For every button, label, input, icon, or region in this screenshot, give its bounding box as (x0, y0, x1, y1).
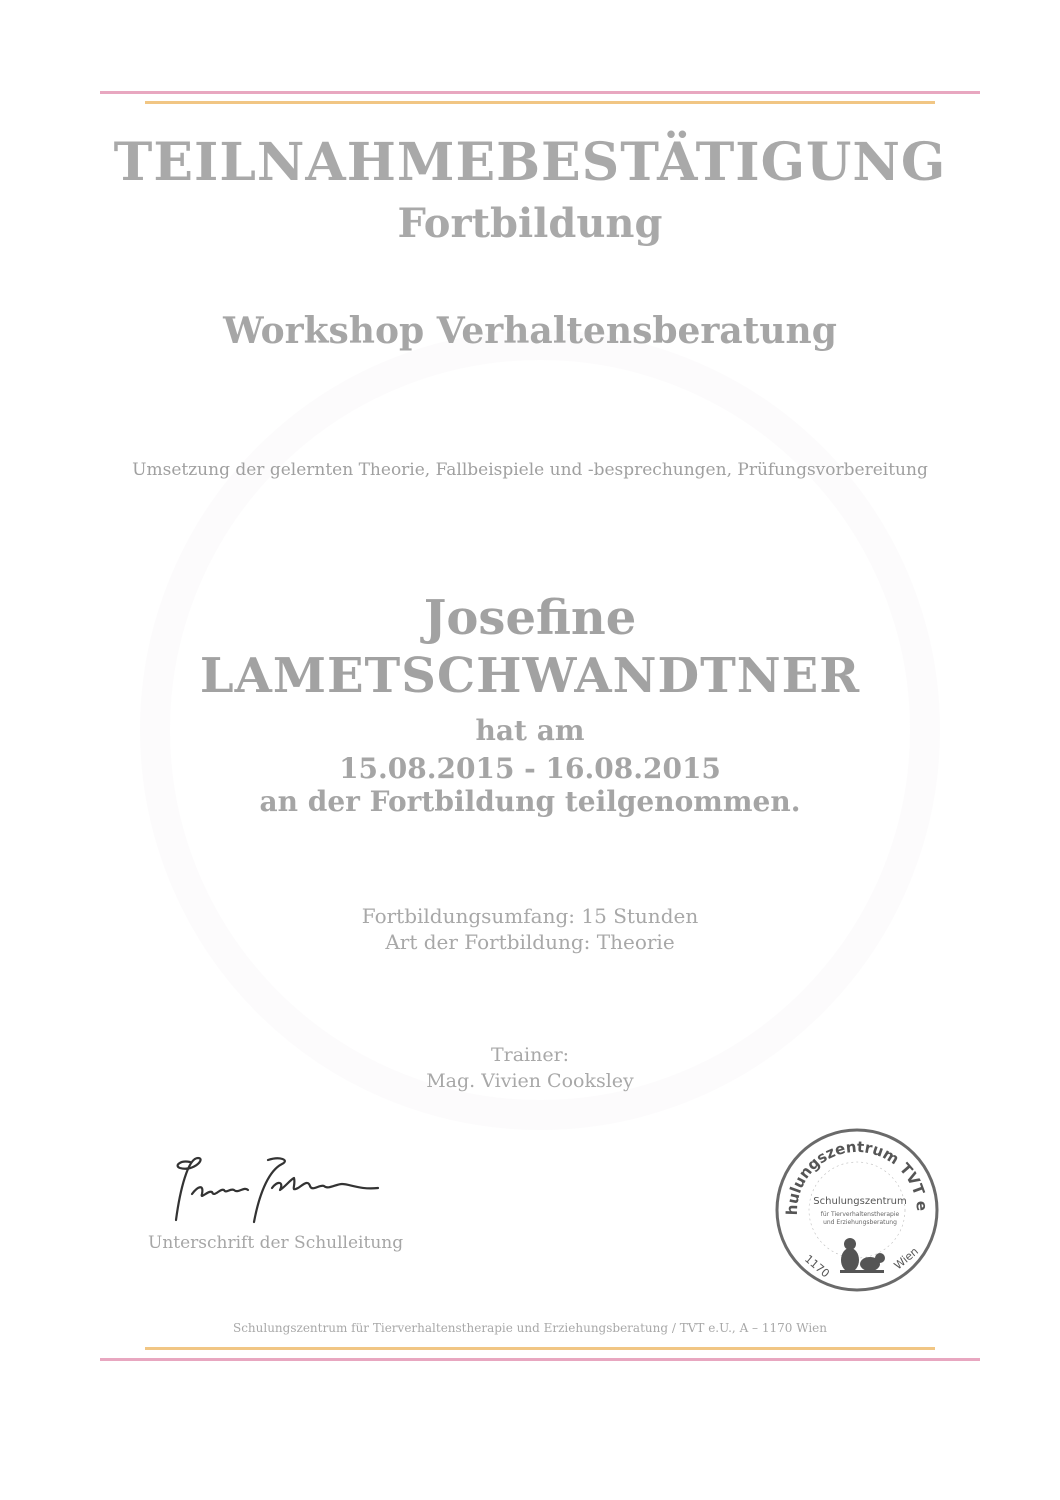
trainer-name: Mag. Vivien Cooksley (426, 1070, 634, 1092)
certificate-title: TEILNAHMEBESTÄTIGUNG (113, 132, 947, 193)
top-pink-rule (100, 91, 980, 94)
stamp-line-3: und Erziehungsberatung (823, 1219, 897, 1226)
stamp-city: Wien (891, 1244, 921, 1273)
participant-last-name: LAMETSCHWANDTNER (199, 648, 861, 704)
footer-address: Schulungszentrum für Tierverhaltenstherapie und Erziehungsberatung / TVT e.U., A – 1170 Wien (232, 1321, 828, 1335)
top-gold-rule (145, 101, 935, 104)
stamp-ring-text: hulungszentrum TVT e (782, 1137, 932, 1216)
stamp-postcode: 1170 (802, 1252, 832, 1281)
stamp-line-1: Schulungszentrum (813, 1196, 907, 1207)
course-kind: Art der Fortbildung: Theorie (385, 930, 675, 954)
workshop-name: Workshop Verhaltensberatung (223, 310, 837, 352)
course-dates: 15.08.2015 - 16.08.2015 (339, 752, 721, 785)
bottom-gold-rule (145, 1347, 935, 1350)
signature-image (150, 1150, 410, 1230)
certificate-subtitle: Fortbildung (397, 200, 663, 247)
participant-first-name: Josefine (423, 590, 637, 646)
course-scope: Fortbildungsumfang: 15 Stunden (361, 904, 699, 928)
statement-line-1: hat am (475, 714, 585, 747)
statement-line-3: an der Fortbildung teilgenommen. (259, 785, 801, 818)
workshop-topics: Umsetzung der gelernten Theorie, Fallbeispiele und -besprechungen, Prüfungsvorbereitung (132, 460, 928, 480)
signature-label: Unterschrift der Schulleitung (148, 1233, 404, 1253)
company-stamp (770, 1120, 945, 1295)
bottom-pink-rule (100, 1358, 980, 1361)
stamp-line-2: für Tierverhaltenstherapie (820, 1211, 900, 1218)
trainer-label: Trainer: (490, 1044, 570, 1066)
